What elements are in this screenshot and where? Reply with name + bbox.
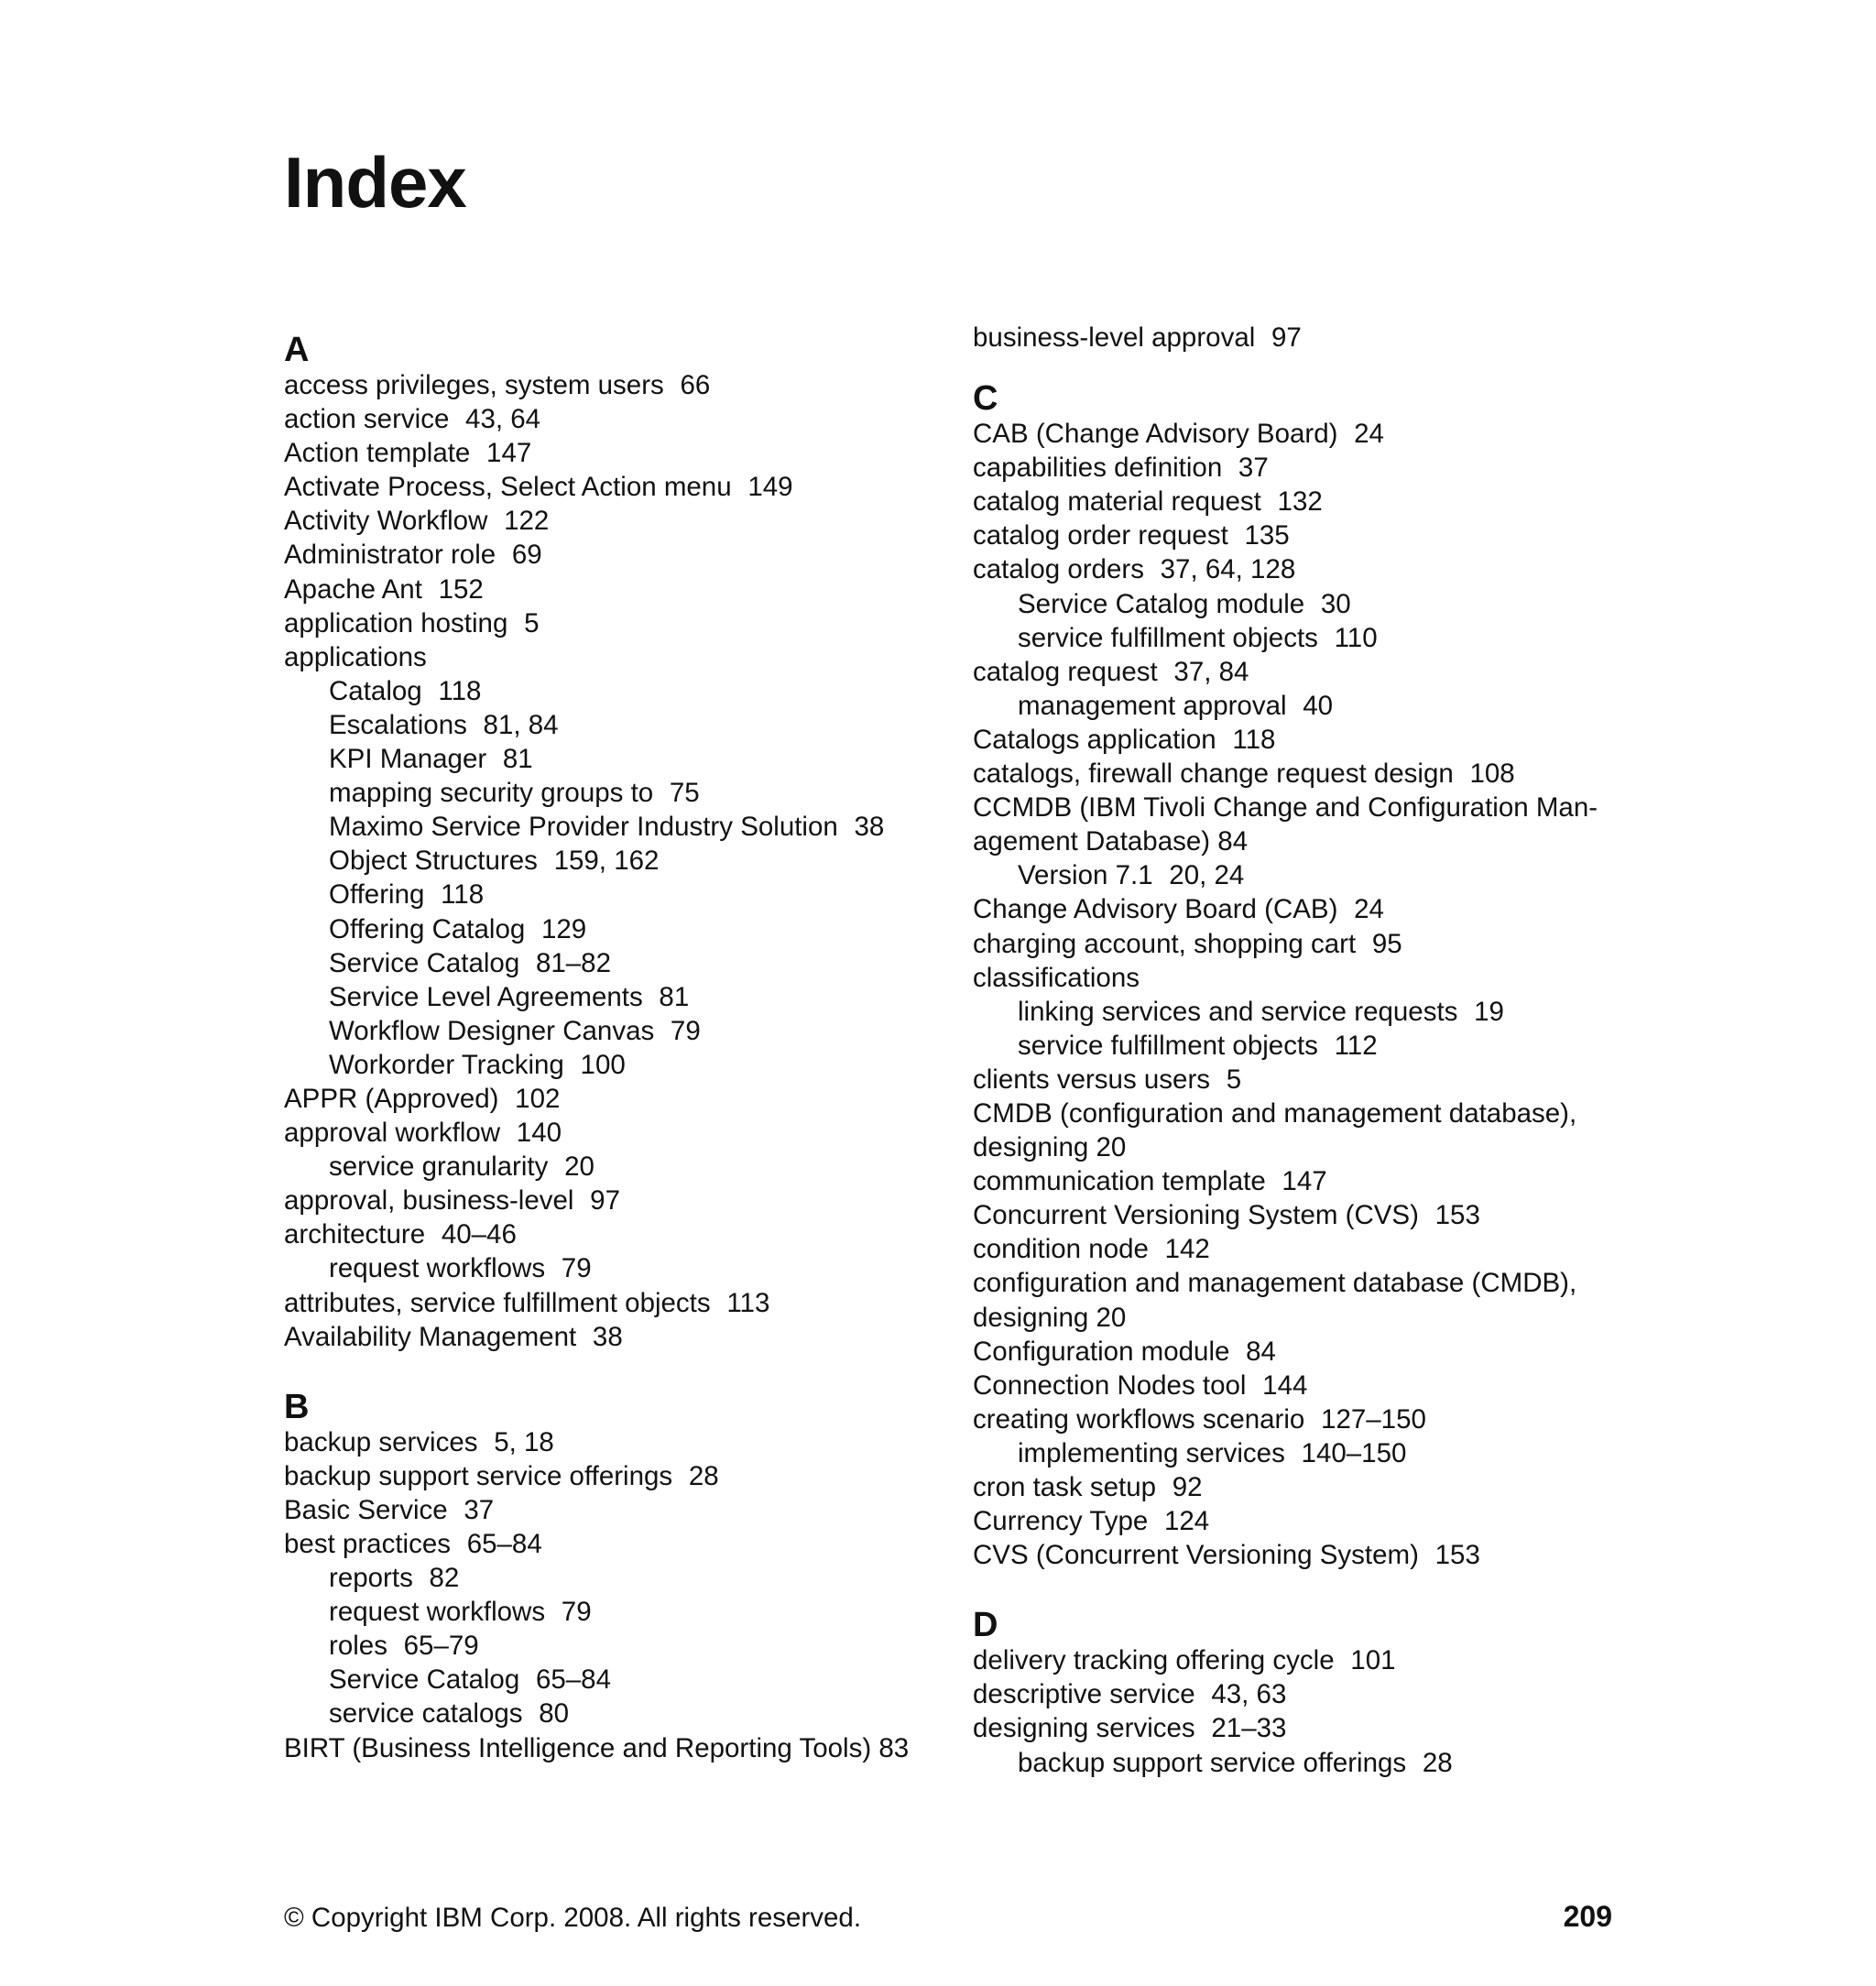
index-entry bbox=[284, 1286, 925, 1320]
index-subentry bbox=[284, 1697, 925, 1730]
index-term: BIRT (Business Intelligence and Reporting Tools) 83 bbox=[284, 1732, 910, 1763]
index-subentry bbox=[973, 858, 1614, 892]
index-page-refs: 65–84 bbox=[535, 1664, 611, 1696]
index-term: CVS (Concurrent Versioning System) bbox=[973, 1540, 1419, 1571]
page-title: Index bbox=[284, 142, 466, 223]
index-term: service catalogs bbox=[329, 1698, 523, 1730]
index-page-refs: 5, 18 bbox=[494, 1426, 554, 1457]
index-term: Service Catalog bbox=[329, 947, 520, 978]
index-term: classifications bbox=[973, 962, 1140, 993]
index-page-refs: 38 bbox=[592, 1321, 623, 1352]
index-term: roles bbox=[329, 1631, 387, 1662]
index-term: APPR (Approved) bbox=[284, 1083, 499, 1114]
index-page-refs: 152 bbox=[438, 573, 484, 605]
index-page-refs: 81 bbox=[502, 744, 533, 775]
index-term: CMDB (configuration and management database), designing 20 bbox=[973, 1097, 1577, 1163]
index-entry bbox=[973, 417, 1614, 451]
index-term: catalog orders bbox=[973, 554, 1144, 585]
index-entry bbox=[973, 1097, 1614, 1164]
index-page-refs: 37 bbox=[464, 1494, 495, 1525]
index-entry bbox=[973, 791, 1614, 858]
index-subentry bbox=[973, 1029, 1614, 1063]
index-term: applications bbox=[284, 641, 427, 672]
index-term: Offering Catalog bbox=[329, 913, 526, 944]
index-page-refs: 147 bbox=[1282, 1166, 1327, 1197]
index-term: Escalations bbox=[329, 709, 467, 740]
index-page-refs: 113 bbox=[726, 1287, 770, 1318]
section-spacer bbox=[973, 355, 1614, 380]
index-column-right bbox=[973, 321, 1614, 1780]
index-page-refs: 24 bbox=[1354, 419, 1384, 450]
index-term: backup support service offerings bbox=[284, 1460, 673, 1491]
index-entry bbox=[973, 892, 1614, 926]
index-entry bbox=[284, 1425, 925, 1459]
index-term: descriptive service bbox=[973, 1679, 1195, 1710]
index-page-refs: 79 bbox=[670, 1015, 701, 1046]
index-page-refs: 140 bbox=[516, 1118, 562, 1149]
index-term: clients versus users bbox=[973, 1064, 1211, 1095]
index-page-refs: 159, 162 bbox=[553, 846, 660, 877]
index-page-refs: 28 bbox=[1422, 1747, 1453, 1778]
index-term: KPI Manager bbox=[329, 744, 487, 775]
index-subentry bbox=[284, 980, 925, 1014]
index-entry bbox=[973, 1335, 1614, 1369]
index-page-refs: 118 bbox=[438, 675, 482, 706]
index-term: Activate Process, Select Action menu bbox=[284, 472, 732, 503]
index-page-refs: 5 bbox=[1226, 1064, 1242, 1095]
index-page-refs: 124 bbox=[1163, 1506, 1210, 1537]
index-subentry bbox=[973, 689, 1614, 723]
index-page-refs: 82 bbox=[429, 1563, 460, 1594]
index-page-refs: 108 bbox=[1469, 758, 1515, 790]
index-subentry bbox=[284, 912, 925, 946]
index-entry bbox=[973, 655, 1614, 689]
index-page-refs: 66 bbox=[680, 370, 711, 400]
index-entry bbox=[973, 1504, 1614, 1538]
index-term: request workflows bbox=[329, 1253, 546, 1284]
index-term: best practices bbox=[284, 1529, 451, 1559]
index-term: Connection Nodes tool bbox=[973, 1369, 1247, 1401]
index-entry bbox=[973, 1063, 1614, 1097]
index-term: Administrator role bbox=[284, 540, 496, 571]
index-subentry bbox=[284, 674, 925, 708]
index-subentry bbox=[284, 1663, 925, 1697]
index-term: approval, business-level bbox=[284, 1185, 574, 1217]
copyright-notice: © Copyright IBM Corp. 2008. All rights reserved. bbox=[284, 1903, 862, 1933]
index-entry bbox=[973, 723, 1614, 757]
index-term: service fulfillment objects bbox=[1018, 622, 1318, 653]
index-term: Catalog bbox=[329, 675, 422, 706]
index-page-refs: 122 bbox=[504, 506, 550, 537]
index-term: implementing services bbox=[1018, 1437, 1285, 1468]
index-page-refs: 153 bbox=[1434, 1540, 1480, 1571]
index-subentry bbox=[973, 1746, 1614, 1780]
index-page-refs: 95 bbox=[1371, 928, 1402, 959]
index-term: Apache Ant bbox=[284, 573, 422, 605]
index-page-refs: 140–150 bbox=[1301, 1437, 1407, 1468]
index-page-refs: 81, 84 bbox=[483, 709, 559, 740]
index-page-refs: 97 bbox=[590, 1185, 620, 1217]
index-page-refs: 80 bbox=[539, 1698, 570, 1730]
index-page-refs: 38 bbox=[854, 812, 885, 843]
index-page-refs: 65–84 bbox=[466, 1529, 542, 1559]
index-term: CCMDB (IBM Tivoli Change and Configuration Man-agement Database) 84 bbox=[973, 792, 1598, 857]
index-page-refs: 19 bbox=[1474, 996, 1504, 1027]
index-entry bbox=[973, 1266, 1614, 1334]
index-entry bbox=[284, 1116, 925, 1150]
index-term: Maximo Service Provider Industry Solution bbox=[329, 812, 838, 843]
index-term: management approval bbox=[1018, 690, 1287, 721]
index-subentry bbox=[284, 1595, 925, 1629]
index-entry bbox=[284, 640, 925, 674]
index-page-refs: 135 bbox=[1244, 520, 1290, 551]
page-number: 209 bbox=[1563, 1900, 1612, 1933]
index-subentry bbox=[284, 810, 925, 844]
index-term: application hosting bbox=[284, 607, 508, 638]
index-entry bbox=[284, 402, 925, 436]
index-page-refs: 5 bbox=[524, 607, 540, 638]
index-term: Concurrent Versioning System (CVS) bbox=[973, 1200, 1419, 1231]
index-term: Currency Type bbox=[973, 1506, 1149, 1537]
index-term: Action template bbox=[284, 438, 471, 469]
index-term: designing services bbox=[973, 1713, 1195, 1744]
index-term: catalog material request bbox=[973, 486, 1261, 518]
index-entry bbox=[973, 1538, 1614, 1572]
index-entry bbox=[973, 1164, 1614, 1198]
index-term: catalog request bbox=[973, 656, 1158, 687]
index-term: action service bbox=[284, 404, 450, 435]
index-term: architecture bbox=[284, 1219, 426, 1250]
index-subentry bbox=[284, 708, 925, 742]
index-term: Workflow Designer Canvas bbox=[329, 1015, 655, 1046]
index-page-refs: 100 bbox=[580, 1049, 626, 1080]
index-letter-heading: B bbox=[284, 1387, 310, 1426]
index-term: cron task setup bbox=[973, 1472, 1157, 1502]
index-entry bbox=[973, 1677, 1614, 1711]
index-page-refs: 79 bbox=[561, 1253, 592, 1284]
index-term: catalog order request bbox=[973, 520, 1228, 551]
index-entry bbox=[284, 1082, 925, 1116]
index-page-refs: 24 bbox=[1354, 894, 1384, 925]
index-term: CAB (Change Advisory Board) bbox=[973, 419, 1338, 450]
index-entry bbox=[284, 1493, 925, 1527]
index-term: Workorder Tracking bbox=[329, 1049, 564, 1080]
index-page-refs: 28 bbox=[688, 1460, 719, 1491]
index-page-refs: 75 bbox=[669, 778, 700, 809]
index-entry bbox=[973, 552, 1614, 586]
index-term: reports bbox=[329, 1563, 413, 1594]
index-subentry bbox=[284, 1629, 925, 1663]
index-entry bbox=[284, 1184, 925, 1217]
index-subentry bbox=[973, 1436, 1614, 1470]
section-spacer bbox=[973, 1572, 1614, 1607]
index-page-refs: 81 bbox=[659, 981, 690, 1012]
index-page-refs: 153 bbox=[1434, 1200, 1480, 1231]
index-subentry bbox=[284, 844, 925, 878]
index-page-refs: 84 bbox=[1246, 1336, 1276, 1367]
index-page-refs: 142 bbox=[1164, 1234, 1210, 1265]
index-term: capabilities definition bbox=[973, 453, 1223, 484]
index-entry bbox=[284, 606, 925, 640]
index-entry bbox=[973, 1232, 1614, 1266]
index-page-refs: 132 bbox=[1277, 486, 1323, 518]
index-entry bbox=[284, 1459, 925, 1493]
index-entry bbox=[284, 573, 925, 606]
index-subentry bbox=[973, 621, 1614, 655]
index-page-refs: 37 bbox=[1238, 453, 1269, 484]
index-term: charging account, shopping cart bbox=[973, 928, 1357, 959]
index-entry bbox=[284, 470, 925, 504]
index-page-refs: 79 bbox=[561, 1597, 592, 1628]
index-term: Service Catalog bbox=[329, 1664, 520, 1696]
index-term: Activity Workflow bbox=[284, 506, 488, 537]
index-term: service fulfillment objects bbox=[1018, 1030, 1318, 1061]
index-page-refs: 110 bbox=[1334, 622, 1378, 653]
index-entry bbox=[284, 504, 925, 538]
index-term: delivery tracking offering cycle bbox=[973, 1645, 1335, 1676]
index-page-refs: 69 bbox=[511, 540, 542, 571]
section-spacer bbox=[284, 1354, 925, 1389]
index-page-refs: 102 bbox=[515, 1083, 561, 1114]
index-letter-heading: D bbox=[973, 1606, 998, 1645]
index-page-refs: 37, 64, 128 bbox=[1160, 554, 1296, 585]
index-term: Configuration module bbox=[973, 1336, 1230, 1367]
index-page-refs: 129 bbox=[540, 913, 587, 944]
index-page-refs: 97 bbox=[1271, 322, 1302, 353]
index-entry bbox=[284, 538, 925, 572]
index-subentry bbox=[284, 1561, 925, 1595]
index-term: condition node bbox=[973, 1234, 1149, 1265]
index-page-refs: 81–82 bbox=[535, 947, 611, 978]
index-term: Basic Service bbox=[284, 1494, 448, 1525]
index-entry bbox=[284, 436, 925, 470]
index-term: Service Level Agreements bbox=[329, 981, 643, 1012]
index-entry bbox=[973, 451, 1614, 485]
index-entry bbox=[284, 1320, 925, 1354]
index-subentry bbox=[284, 1048, 925, 1082]
index-entry bbox=[284, 1527, 925, 1561]
index-entry bbox=[973, 1369, 1614, 1402]
index-page-refs: 147 bbox=[486, 438, 532, 469]
index-term: Service Catalog module bbox=[1018, 588, 1305, 619]
index-page-refs: 112 bbox=[1334, 1030, 1378, 1061]
index-page-refs: 30 bbox=[1320, 588, 1351, 619]
index-entry bbox=[973, 757, 1614, 791]
index-subentry bbox=[973, 587, 1614, 621]
index-term: Availability Management bbox=[284, 1321, 577, 1352]
index-entry bbox=[973, 1643, 1614, 1677]
index-page-refs: 144 bbox=[1262, 1369, 1308, 1401]
index-subentry bbox=[284, 742, 925, 776]
index-term: configuration and management database (CMDB), designing 20 bbox=[973, 1268, 1577, 1333]
index-page-refs: 20, 24 bbox=[1169, 860, 1245, 891]
index-subentry bbox=[284, 1150, 925, 1184]
index-term: Offering bbox=[329, 879, 425, 911]
index-page-refs: 118 bbox=[1232, 724, 1276, 755]
index-page-refs: 20 bbox=[564, 1151, 594, 1183]
index-term: backup services bbox=[284, 1426, 478, 1457]
index-term: business-level approval bbox=[973, 322, 1256, 353]
index-entry bbox=[973, 927, 1614, 961]
index-page-refs: 43, 64 bbox=[465, 404, 541, 435]
index-page-refs: 101 bbox=[1350, 1645, 1396, 1676]
index-page-refs: 118 bbox=[441, 879, 485, 911]
index-subentry bbox=[284, 1014, 925, 1048]
index-term: creating workflows scenario bbox=[973, 1403, 1305, 1435]
index-term: catalogs, firewall change request design bbox=[973, 758, 1454, 790]
index-page-refs: 21–33 bbox=[1211, 1713, 1287, 1744]
index-term: Object Structures bbox=[329, 846, 538, 877]
index-term: backup support service offerings bbox=[1018, 1747, 1407, 1778]
index-page-refs: 127–150 bbox=[1321, 1403, 1426, 1435]
index-entry bbox=[973, 1711, 1614, 1745]
index-page-refs: 92 bbox=[1172, 1472, 1203, 1502]
index-subentry bbox=[284, 946, 925, 980]
index-column-left bbox=[284, 332, 925, 1765]
index-page-refs: 40–46 bbox=[441, 1219, 517, 1250]
index-term: access privileges, system users bbox=[284, 370, 664, 400]
index-term: approval workflow bbox=[284, 1118, 501, 1149]
index-term: service granularity bbox=[329, 1151, 549, 1183]
index-term: Change Advisory Board (CAB) bbox=[973, 894, 1338, 925]
index-term: mapping security groups to bbox=[329, 778, 654, 809]
index-term: Catalogs application bbox=[973, 724, 1216, 755]
index-subentry bbox=[284, 878, 925, 911]
index-page-refs: 149 bbox=[747, 472, 793, 503]
index-letter-heading: C bbox=[973, 379, 998, 419]
index-term: request workflows bbox=[329, 1597, 546, 1628]
index-entry bbox=[973, 1470, 1614, 1504]
index-entry bbox=[973, 961, 1614, 995]
index-page-refs: 43, 63 bbox=[1211, 1679, 1287, 1710]
index-term: Version 7.1 bbox=[1018, 860, 1153, 891]
index-entry bbox=[973, 485, 1614, 518]
index-entry bbox=[284, 1217, 925, 1251]
index-page-refs: 37, 84 bbox=[1173, 656, 1249, 687]
index-page-refs: 65–79 bbox=[403, 1631, 479, 1662]
index-entry bbox=[284, 368, 925, 402]
index-page-refs: 40 bbox=[1303, 690, 1334, 721]
index-term: linking services and service requests bbox=[1018, 996, 1458, 1027]
index-subentry bbox=[973, 995, 1614, 1029]
index-letter-heading: A bbox=[284, 331, 310, 369]
index-subentry bbox=[284, 776, 925, 810]
index-term: attributes, service fulfillment objects bbox=[284, 1287, 711, 1318]
index-entry bbox=[973, 1198, 1614, 1232]
index-entry bbox=[973, 321, 1614, 355]
index-entry bbox=[973, 518, 1614, 552]
index-entry bbox=[284, 1731, 925, 1765]
index-term: communication template bbox=[973, 1166, 1266, 1197]
index-subentry bbox=[284, 1251, 925, 1285]
index-entry bbox=[973, 1402, 1614, 1436]
